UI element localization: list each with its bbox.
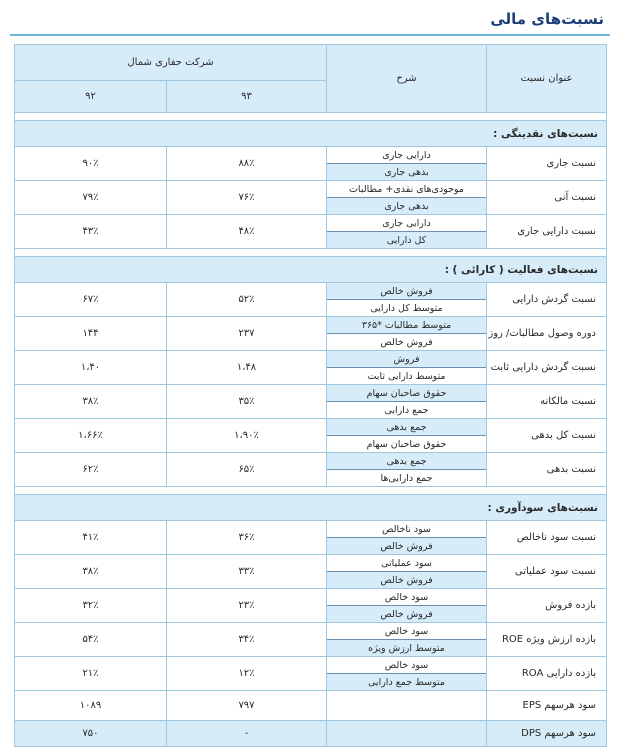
ratio-numerator: جمع بدهی xyxy=(327,419,486,436)
value-92: ۷۵۰ xyxy=(15,721,167,747)
ratio-denominator: جمع دارایی xyxy=(384,404,429,416)
table-row xyxy=(15,351,607,385)
ratio-name: سود هرسهم EPS xyxy=(487,691,607,721)
ratio-name: بازده فروش xyxy=(487,589,607,623)
ratio-denominator: فروش خالص xyxy=(327,538,486,554)
ratio-name: نسبت بدهی xyxy=(487,453,607,487)
value-93: ۳۵٪ xyxy=(167,385,327,419)
value-92: ۴۱٪ xyxy=(15,521,167,555)
table-row xyxy=(15,147,607,181)
ratio-denominator: متوسط دارایی ثابت xyxy=(367,370,446,382)
ratio-name: نسبت سود عملیاتی xyxy=(487,555,607,589)
value-92: ۶۷٪ xyxy=(15,283,167,317)
value-93: ۷۹۷ xyxy=(167,691,327,721)
table-row xyxy=(15,721,607,747)
value-93: ۱،۹۰٪ xyxy=(167,419,327,453)
section-gap xyxy=(15,249,607,257)
ratio-description-empty xyxy=(327,691,487,721)
ratio-numerator: جمع بدهی xyxy=(327,453,486,470)
ratio-denominator: فروش خالص xyxy=(327,606,486,622)
ratio-name: نسبت جاری xyxy=(487,147,607,181)
value-93: ۳۶٪ xyxy=(167,521,327,555)
ratio-numerator: سود خالص xyxy=(327,623,486,640)
ratio-description-empty xyxy=(327,721,487,747)
ratio-denominator: بدهی جاری xyxy=(327,198,486,214)
table-row xyxy=(15,589,607,623)
value-92: ۳۸٪ xyxy=(15,555,167,589)
ratio-numerator: فروش xyxy=(327,351,486,368)
ratio-denominator: جمع دارایی‌ها xyxy=(380,472,433,484)
ratio-numerator: فروش خالص xyxy=(327,283,486,300)
table-row xyxy=(15,657,607,691)
value-93: ۱،۴۸ xyxy=(167,351,327,385)
value-93: ۶۵٪ xyxy=(167,453,327,487)
value-93: ۷۶٪ xyxy=(167,181,327,215)
ratio-denominator: بدهی جاری xyxy=(327,164,486,180)
title-divider xyxy=(10,34,610,36)
table-row xyxy=(15,691,607,721)
table-row xyxy=(15,419,607,453)
value-92: ۳۲٪ xyxy=(15,589,167,623)
value-93: ۵۲٪ xyxy=(167,283,327,317)
ratio-denominator: فروش خالص xyxy=(380,336,433,348)
ratio-denominator: متوسط ارزش ویژه xyxy=(327,640,486,656)
table-row xyxy=(15,555,607,589)
value-93: ۳۳٪ xyxy=(167,555,327,589)
table-row xyxy=(15,283,607,317)
ratio-numerator: موجودی‌های نقدی+ مطالبات xyxy=(327,181,486,198)
section-activity: نسبت‌های فعالیت ( کارائی ) : xyxy=(15,257,607,283)
value-92: ۵۴٪ xyxy=(15,623,167,657)
section-gap xyxy=(15,487,607,495)
value-92: ۴۳٪ xyxy=(15,215,167,249)
ratio-denominator: متوسط کل دارایی xyxy=(370,302,443,314)
table-row xyxy=(15,623,607,657)
ratio-name: بازده دارایی ROA xyxy=(487,657,607,691)
table-row xyxy=(15,521,607,555)
value-93: ۳۴٪ xyxy=(167,623,327,657)
ratio-name: نسبت کل بدهی xyxy=(487,419,607,453)
ratio-numerator: سود ناخالص xyxy=(327,521,486,538)
ratio-name: نسبت دارایی جاری xyxy=(487,215,607,249)
value-92: ۲۱٪ xyxy=(15,657,167,691)
value-92: ۱،۶۶٪ xyxy=(15,419,167,453)
ratio-numerator: سود خالص xyxy=(327,589,486,606)
value-92: ۶۲٪ xyxy=(15,453,167,487)
header-company: شرکت حفاری شمال xyxy=(15,45,327,81)
table-row xyxy=(15,181,607,215)
ratio-denominator: فروش خالص xyxy=(327,572,486,588)
value-92: ۹۰٪ xyxy=(15,147,167,181)
table-row xyxy=(15,453,607,487)
header-description: شرح xyxy=(327,45,487,113)
header-year-92: ۹۲ xyxy=(15,81,167,113)
value-92: ۱۰۸۹ xyxy=(15,691,167,721)
ratio-name: نسبت مالکانه xyxy=(487,385,607,419)
ratio-name: نسبت آنی xyxy=(487,181,607,215)
ratio-numerator: دارایی جاری xyxy=(327,215,486,232)
ratio-numerator: سود عملیاتی xyxy=(327,555,486,572)
ratio-numerator: دارایی جاری xyxy=(327,147,486,164)
value-93: ۱۲٪ xyxy=(167,657,327,691)
ratio-denominator: حقوق صاحبان سهام xyxy=(366,438,447,450)
ratio-numerator: متوسط مطالبات *۳۶۵ xyxy=(327,317,486,334)
value-92: ۱۴۴ xyxy=(15,317,167,351)
ratio-name: نسبت سود ناخالص xyxy=(487,521,607,555)
section-liquidity: نسبت‌های نقدینگی : xyxy=(15,121,607,147)
ratio-denominator: کل دارایی xyxy=(327,232,486,248)
header-ratio-title: عنوان نسبت xyxy=(487,45,607,113)
ratio-name: دوره وصول مطالبات/ روز xyxy=(487,317,607,351)
value-92: ۱،۴۰ xyxy=(15,351,167,385)
ratio-denominator: متوسط جمع دارایی xyxy=(327,674,486,690)
table-row xyxy=(15,317,607,351)
ratio-numerator: حقوق صاحبان سهام xyxy=(327,385,486,402)
value-93: ۸۸٪ xyxy=(167,147,327,181)
table-row xyxy=(15,385,607,419)
value-93: ۲۳٪ xyxy=(167,589,327,623)
header-year-93: ۹۳ xyxy=(167,81,327,113)
ratio-numerator: سود خالص xyxy=(327,657,486,674)
value-93: - xyxy=(167,721,327,747)
value-92: ۳۸٪ xyxy=(15,385,167,419)
page-title: نسبت‌های مالی xyxy=(490,10,604,28)
value-92: ۷۹٪ xyxy=(15,181,167,215)
value-93: ۴۸٪ xyxy=(167,215,327,249)
value-93: ۲۳۷ xyxy=(167,317,327,351)
ratio-name: سود هرسهم DPS xyxy=(487,721,607,747)
ratio-name: بازده ارزش ویژه ROE xyxy=(487,623,607,657)
section-gap xyxy=(15,113,607,121)
ratio-name: نسبت گردش دارایی ثابت xyxy=(487,351,607,385)
section-profitability: نسبت‌های سودآوری : xyxy=(15,495,607,521)
ratio-name: نسبت گردش دارایی xyxy=(487,283,607,317)
financial-ratios-table xyxy=(14,44,607,747)
table-row xyxy=(15,215,607,249)
